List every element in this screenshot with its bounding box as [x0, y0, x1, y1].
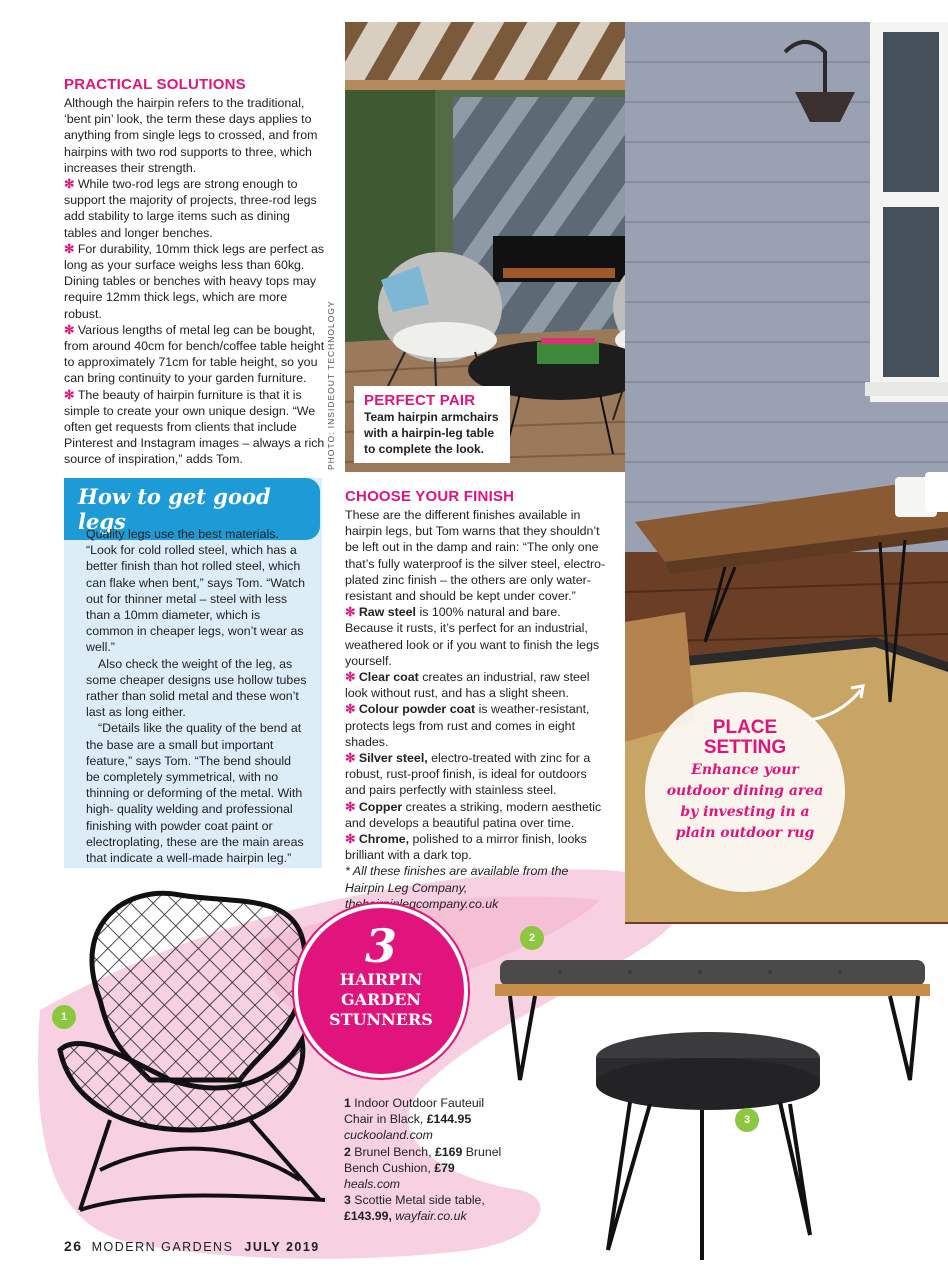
- practical-bullet: ✻ Various lengths of metal leg can be bought, from around 40cm for bench/coffee table height to approximately 71cm for table height, so you can bring continuity to your garden furniture.: [64, 322, 325, 386]
- product-badge: 3: [735, 1108, 759, 1132]
- side-table-image: [590, 1030, 830, 1265]
- finish-intro: These are the different finishes available in hairpin legs, but Tom warns that they shouldn’t be left out in the damp and rain: “The only one that’s fully waterproof is the silver steel, electro-plated zinc finish – the others are only water-resistant and should be kept under cover.”: [345, 508, 606, 604]
- stunners-circle: [298, 908, 464, 1074]
- stunners-line: HAIRPIN: [339, 970, 423, 989]
- finish-footnote: * All these finishes are available from the Hairpin Leg Company, thehairpinlegcompany.co.uk: [345, 864, 569, 911]
- asterisk-icon: ✻: [64, 387, 78, 402]
- asterisk-icon: ✻: [345, 670, 359, 685]
- perfect-pair-title: PERFECT PAIR: [364, 392, 476, 409]
- stunners-line: GARDEN: [340, 990, 422, 1009]
- product-badge: 1: [52, 1005, 76, 1029]
- asterisk-icon: ✻: [345, 605, 359, 620]
- place-setting-text: Enhance your outdoor dining area by investing in a plain outdoor rug: [666, 762, 824, 841]
- asterisk-icon: ✻: [345, 799, 359, 814]
- good-legs-paragraph: “Details like the quality of the bend at the base are a small but important feature,” says Tom. “The bend should be completely symmetrical, with no thinning or deforming of the metal. With high- quality welding and professional finishing with powder coat paint or electroplating, these are the main areas that indicate a well-made hairpin leg.”: [86, 721, 304, 866]
- asterisk-icon: ✻: [64, 322, 78, 337]
- perfect-pair-text: Team hairpin armchairs with a hairpin-leg table to complete the look.: [364, 410, 499, 456]
- practical-bullet: ✻ While two-rod legs are strong enough to support the majority of projects, three-rod legs add stability to large items such as dining tables and longer benches.: [64, 177, 317, 240]
- practical-section: [64, 76, 326, 468]
- practical-intro: Although the hairpin refers to the traditional, ‘bent pin’ look, the term these days applies to anything from single legs to crossed, and from hairpins with two rod supports to three, which increases their strength.: [64, 96, 318, 175]
- finish-heading: CHOOSE YOUR FINISH: [345, 488, 515, 505]
- finish-section: [345, 488, 607, 912]
- issue-date: JULY 2019: [244, 1240, 320, 1254]
- place-setting-title: PLACE: [712, 717, 778, 738]
- asterisk-icon: ✻: [345, 702, 359, 717]
- finish-item: ✻ Raw steel is 100% natural and bare. Because it rusts, it’s perfect for an industrial, weathered look or if you want to finish the legs yourself.: [345, 605, 600, 668]
- finish-item: ✻ Colour powder coat is weather-resistant, protects legs from rust and comes in eight shades.: [345, 702, 590, 749]
- finish-item: ✻ Clear coat creates an industrial, raw steel look without rust, and has a slight sheen.: [345, 670, 590, 701]
- place-setting-title: SETTING: [703, 737, 787, 758]
- finish-body: [345, 507, 607, 912]
- stunners-line: STUNNERS: [329, 1010, 433, 1029]
- finish-item: ✻ Chrome, polished to a mirror finish, looks brilliant with a dark top.: [345, 832, 587, 863]
- asterisk-icon: ✻: [345, 832, 359, 847]
- finish-item: ✻ Silver steel, electro-treated with zinc for a robust, rust-proof finish, is ideal for outdoors and pairs perfectly with stainless steel.: [345, 751, 591, 798]
- good-legs-body: [86, 526, 308, 866]
- good-legs-paragraph: Also check the weight of the leg, as some cheaper designs use hollow tubes rather than solid metal and these won’t last as long either.: [86, 656, 307, 720]
- asterisk-icon: ✻: [64, 177, 78, 192]
- magazine-name: MODERN GARDENS: [91, 1240, 234, 1254]
- practical-heading: PRACTICAL SOLUTIONS: [64, 76, 246, 93]
- practical-body: [64, 95, 326, 468]
- page-footer: [64, 1238, 320, 1254]
- product-entry: 3 Scottie Metal side table, £143.99, wayfair.co.uk: [344, 1193, 485, 1224]
- practical-bullet: ✻ For durability, 10mm thick legs are perfect as long as your surface weighs less than 60kg. Dining tables or benches with heavy tops may require 12mm thick legs, which are more robust.: [64, 241, 325, 321]
- product-badge: 2: [520, 926, 544, 950]
- finish-item: ✻ Copper creates a striking, modern aesthetic and develops a beautiful patina over time.: [345, 799, 602, 830]
- good-legs-box: [64, 478, 322, 868]
- good-legs-paragraph: Quality legs use the best materials. “Look for cold rolled steel, which has a better finish than hot rolled steel, which can flake when bent,” says Tom. “Watch out for thinner metal – steel with less than a 10mm diameter, which is common in cheaper legs, won’t wear as well.”: [86, 527, 305, 655]
- product-list: [344, 1095, 504, 1225]
- product-entry: 1 Indoor Outdoor Fauteuil Chair in Black, £144.95 cuckooland.com: [344, 1096, 485, 1143]
- product-entry: 2 Brunel Bench, £169 Brunel Bench Cushion, £79 heals.com: [344, 1144, 502, 1192]
- asterisk-icon: ✻: [345, 751, 359, 766]
- perfect-pair-caption: [354, 386, 510, 463]
- good-legs-title: How to get good legs: [64, 478, 320, 540]
- stunners-number: 3: [364, 919, 397, 973]
- page-number: 26: [64, 1238, 83, 1254]
- practical-bullet: ✻ The beauty of hairpin furniture is that it is simple to create your own unique design. “We often get requests from clients that include Pinterest and Instagram images – always a rich source of inspiration,” adds Tom.: [64, 387, 325, 467]
- photo-credit: PHOTO: INSIDEOUT TECHNOLOGY: [326, 300, 336, 470]
- curved-arrow-icon: [805, 682, 869, 726]
- asterisk-icon: ✻: [64, 241, 78, 256]
- wire-chair-image: [40, 880, 330, 1230]
